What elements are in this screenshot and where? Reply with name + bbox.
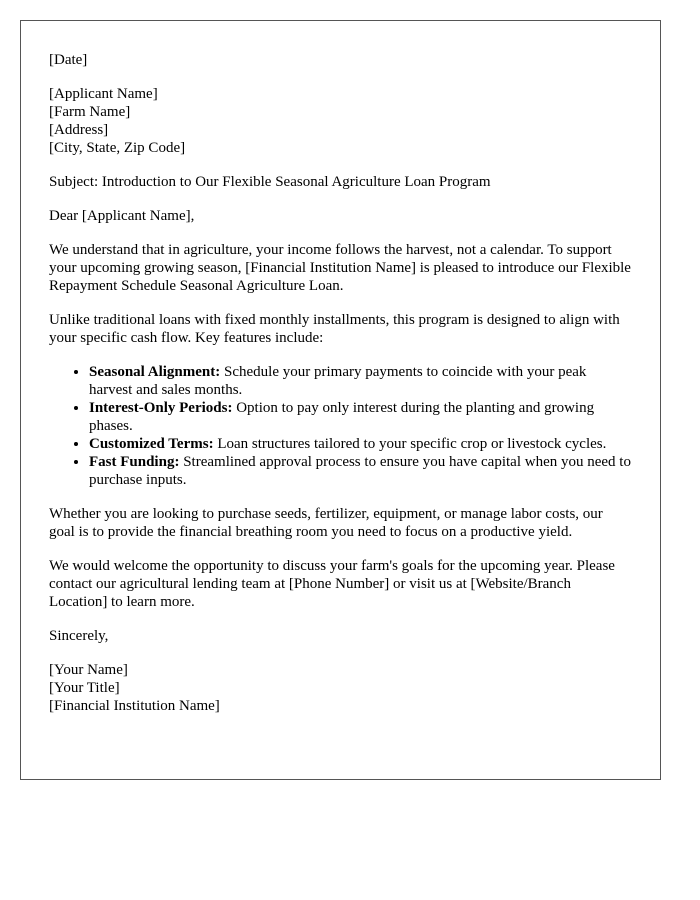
program-paragraph: Unlike traditional loans with fixed monthly installments, this program is designed to align with your specific cash flow. Key features include: xyxy=(49,312,620,346)
recipient-farm: [Farm Name] xyxy=(49,104,131,120)
contact-paragraph: We would welcome the opportunity to discuss your farm's goals for the upcoming year. Please contact our agricultural lending team at [Phone Number] or visit us at [Website/Branch Location] to learn more. xyxy=(49,558,615,610)
feature-text: Streamlined approval process to ensure you have capital when you need to purchase inputs. xyxy=(89,454,631,488)
recipient-block xyxy=(49,85,632,157)
signature-title: [Your Title] xyxy=(49,680,120,696)
feature-title: Seasonal Alignment: xyxy=(89,364,221,380)
letter-closing: Sincerely, xyxy=(49,628,109,644)
signature-name: [Your Name] xyxy=(49,662,128,678)
feature-title: Interest-Only Periods: xyxy=(89,400,233,416)
feature-title: Fast Funding: xyxy=(89,454,180,470)
recipient-address: [Address] xyxy=(49,122,109,138)
recipient-city-state-zip: [City, State, Zip Code] xyxy=(49,140,186,156)
feature-item xyxy=(89,453,632,489)
letter-document xyxy=(20,20,661,780)
feature-text: Loan structures tailored to your specific crop or livestock cycles. xyxy=(213,436,607,452)
recipient-name: [Applicant Name] xyxy=(49,86,158,102)
letter-date: [Date] xyxy=(49,52,88,68)
signature-institution: [Financial Institution Name] xyxy=(49,698,220,714)
features-list xyxy=(49,363,632,489)
feature-item xyxy=(89,363,632,399)
feature-text: Schedule your primary payments to coincide with your peak harvest and sales months. xyxy=(89,364,587,398)
feature-title: Customized Terms: xyxy=(89,436,214,452)
signature-block xyxy=(49,661,632,715)
feature-item xyxy=(89,435,632,453)
feature-item xyxy=(89,399,632,435)
letter-subject: Subject: Introduction to Our Flexible Seasonal Agriculture Loan Program xyxy=(49,174,491,190)
feature-text: Option to pay only interest during the planting and growing phases. xyxy=(89,400,595,434)
intro-paragraph: We understand that in agriculture, your income follows the harvest, not a calendar. To support your upcoming growing season, [Financial Institution Name] is pleased to introduce our Flexible Repayment Schedule Seasonal Agriculture Loan. xyxy=(49,242,631,294)
purpose-paragraph: Whether you are looking to purchase seeds, fertilizer, equipment, or manage labor costs, our goal is to provide the financial breathing room you need to focus on a productive yield. xyxy=(49,506,603,540)
letter-salutation: Dear [Applicant Name], xyxy=(49,208,195,224)
